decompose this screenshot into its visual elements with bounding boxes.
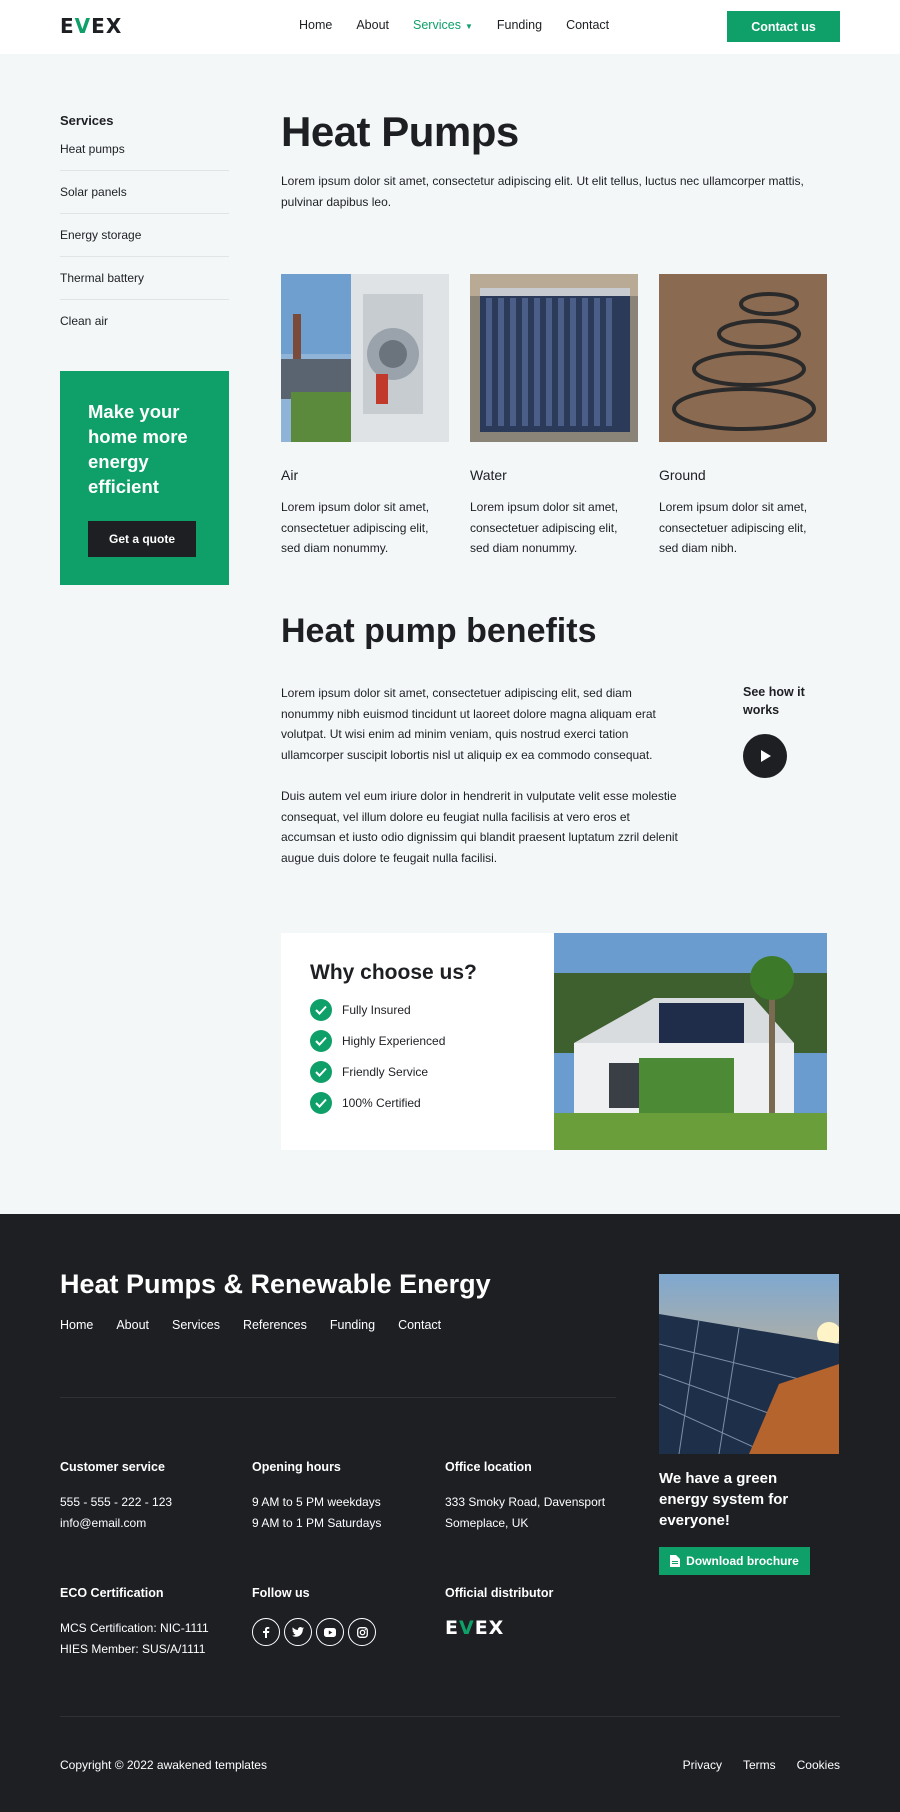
top-nav — [0, 0, 900, 54]
card-ground — [659, 274, 827, 559]
check-icon — [310, 1061, 332, 1083]
sidebar-item-heat-pumps[interactable]: Heat pumps — [60, 142, 229, 171]
nav-contact[interactable]: Contact — [566, 18, 610, 32]
youtube-icon[interactable] — [316, 1618, 344, 1646]
footer-link[interactable]: About — [116, 1318, 150, 1332]
benefits-paragraph: Lorem ipsum dolor sit amet, consectetuer adipiscing elit, sed diam nonummy nibh euismod tincidunt ut laoreet dolore magna aliquam erat volutpat. Ut wisi enim ad minim veniam, quis nostrud exerci tation ullamcorper suscipit lobortis nisl ut aliquip ex ea commodo consequat. — [281, 686, 656, 762]
air-heat-pump-image — [281, 274, 449, 442]
divider — [60, 1397, 616, 1398]
card-text: Lorem ipsum dolor sit amet, consectetuer adipiscing elit, sed diam nonummy. — [470, 500, 619, 555]
sidebar-item-energy-storage[interactable]: Energy storage — [60, 228, 229, 257]
footer-heading: Follow us — [252, 1586, 310, 1600]
footer-link[interactable]: Services — [172, 1318, 220, 1332]
nav-links — [299, 18, 633, 32]
card-water — [470, 274, 638, 559]
footer-title: Heat Pumps & Renewable Energy — [60, 1269, 491, 1299]
why-item-label: Fully Insured — [342, 1003, 411, 1017]
opening-hours — [252, 1457, 381, 1534]
check-icon — [310, 999, 332, 1021]
follow-us — [252, 1583, 380, 1646]
logo[interactable]: EVEX — [60, 14, 123, 38]
copyright: Copyright © 2022 awakened templates — [60, 1758, 267, 1772]
why-item — [310, 1030, 554, 1052]
footer — [0, 1214, 900, 1812]
footer-heading: Office location — [445, 1460, 532, 1474]
twitter-icon[interactable] — [284, 1618, 312, 1646]
card-title: Ground — [659, 467, 706, 483]
sidebar-heading: Services — [60, 113, 114, 128]
nav-services[interactable]: Services ▼ — [413, 18, 473, 32]
benefits-text — [281, 683, 681, 868]
play-icon — [758, 749, 772, 763]
card-title: Water — [470, 467, 507, 483]
video-label: See how it works — [743, 685, 805, 717]
why-title: Why choose us? — [310, 961, 477, 984]
nav-funding[interactable]: Funding — [496, 18, 543, 32]
get-quote-button[interactable]: Get a quote — [88, 521, 196, 557]
check-icon — [310, 1092, 332, 1114]
card-text: Lorem ipsum dolor sit amet, consectetuer adipiscing elit, sed diam nonummy. — [281, 500, 430, 555]
why-item-label: Highly Experienced — [342, 1034, 446, 1048]
cert-line: HIES Member: SUS/A/1111 — [60, 1642, 206, 1656]
privacy-link[interactable]: Privacy — [682, 1758, 722, 1772]
why-item-label: Friendly Service — [342, 1065, 429, 1079]
distributor-logo[interactable]: EVEX — [445, 1617, 505, 1639]
email[interactable]: info@email.com — [60, 1516, 147, 1530]
footer-tagline: We have a green energy system for everyone! — [659, 1470, 789, 1529]
benefits-title: Heat pump benefits — [281, 612, 597, 650]
phone[interactable]: 555 - 555 - 222 - 123 — [60, 1495, 173, 1509]
chevron-down-icon: ▼ — [464, 22, 473, 31]
card-text: Lorem ipsum dolor sit amet, consectetuer adipiscing elit, sed diam nibh. — [659, 500, 808, 555]
promo-title: Make your home more energy efficient — [88, 401, 188, 497]
contact-us-button[interactable]: Contact us — [727, 11, 840, 42]
promo-box — [60, 371, 229, 585]
nav-about[interactable]: About — [356, 18, 390, 32]
footer-link[interactable]: Funding — [329, 1318, 376, 1332]
why-item-label: 100% Certified — [342, 1096, 421, 1110]
address-line: 333 Smoky Road, Davensport — [445, 1495, 606, 1509]
cert-line: MCS Certification: NIC-1111 — [60, 1621, 209, 1635]
official-distributor — [445, 1583, 553, 1639]
play-button[interactable] — [743, 734, 787, 778]
cookies-link[interactable]: Cookies — [796, 1758, 840, 1772]
instagram-icon[interactable] — [348, 1618, 376, 1646]
solar-roof-image — [659, 1274, 839, 1454]
divider — [60, 1716, 840, 1717]
ground-heat-pump-image — [659, 274, 827, 442]
footer-link[interactable]: Home — [60, 1318, 94, 1332]
services-sidebar — [60, 113, 229, 356]
office-location — [445, 1457, 605, 1534]
water-heat-pump-image — [470, 274, 638, 442]
card-title: Air — [281, 467, 299, 483]
benefits-paragraph: Duis autem vel eum iriure dolor in hendrerit in vulputate velit esse molestie consequat, vel illum dolore eu feugiat nulla facilisis at vero eros et accumsan et iusto odio dignissim qui blandit praesent luptatum zzril delenit augue duis dolore te feugait nulla facilisi. — [281, 789, 678, 865]
customer-service — [60, 1457, 172, 1534]
why-choose-us — [281, 933, 827, 1150]
document-icon — [670, 1555, 680, 1567]
house-solar-image — [554, 933, 827, 1150]
footer-links — [60, 1318, 464, 1332]
download-brochure-button[interactable] — [659, 1547, 810, 1575]
eco-certification — [60, 1583, 209, 1660]
heat-pump-types — [281, 274, 848, 559]
hours-line: 9 AM to 1 PM Saturdays — [252, 1516, 382, 1530]
sidebar-item-thermal-battery[interactable]: Thermal battery — [60, 271, 229, 300]
page-intro: Lorem ipsum dolor sit amet, consectetur adipiscing elit. Ut elit tellus, luctus nec ullamcorper mattis, pulvinar dapibus leo. — [281, 174, 804, 209]
card-air — [281, 274, 449, 559]
footer-heading: Customer service — [60, 1460, 165, 1474]
facebook-icon[interactable] — [252, 1618, 280, 1646]
why-item — [310, 1061, 554, 1083]
page-title: Heat Pumps — [281, 108, 519, 155]
why-list — [281, 933, 554, 1150]
nav-home[interactable]: Home — [299, 18, 333, 32]
check-icon — [310, 1030, 332, 1052]
address-line: Someplace, UK — [445, 1516, 529, 1530]
social-icons — [252, 1618, 380, 1646]
footer-heading: Opening hours — [252, 1460, 341, 1474]
download-brochure-label: Download brochure — [686, 1554, 799, 1568]
footer-heading: Official distributor — [445, 1586, 554, 1600]
legal-links — [662, 1758, 840, 1772]
sidebar-item-solar-panels[interactable]: Solar panels — [60, 185, 229, 214]
terms-link[interactable]: Terms — [742, 1758, 776, 1772]
footer-heading: ECO Certification — [60, 1586, 164, 1600]
sidebar-item-clean-air[interactable]: Clean air — [60, 314, 109, 328]
footer-link[interactable]: Contact — [398, 1318, 442, 1332]
footer-link[interactable]: References — [242, 1318, 307, 1332]
why-item — [310, 999, 554, 1021]
why-item — [310, 1092, 554, 1114]
hours-line: 9 AM to 5 PM weekdays — [252, 1495, 381, 1509]
